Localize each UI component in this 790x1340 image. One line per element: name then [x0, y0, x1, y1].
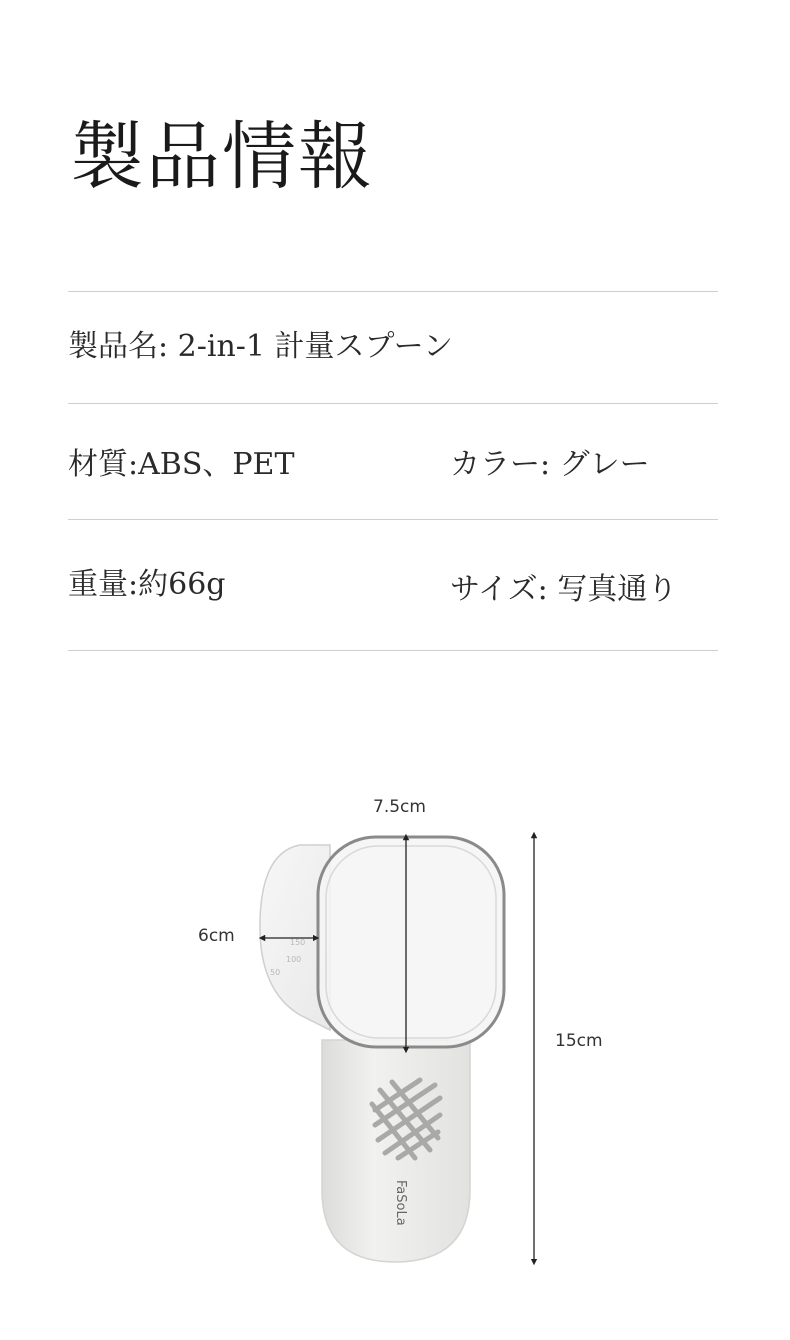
divider	[68, 519, 718, 520]
cup-scale-mark: 100	[286, 955, 302, 964]
divider	[68, 291, 718, 292]
brand-mark: FaSoLa	[393, 1180, 408, 1226]
spec-weight: 重量:約66g	[68, 567, 226, 602]
divider	[68, 403, 718, 404]
spec-product-name: 製品名: 2-in-1 計量スプーン	[68, 329, 454, 364]
divider	[68, 650, 718, 651]
height-dimension-label: 15cm	[555, 1031, 603, 1051]
spec-material: 材質:ABS、PET	[68, 447, 295, 482]
spec-size: サイズ: 写真通り	[450, 572, 678, 607]
spoon-handle	[322, 1040, 470, 1262]
depth-dimension-label: 6cm	[198, 926, 235, 946]
page-title: 製品情報	[70, 114, 374, 200]
product-illustration	[0, 760, 790, 1340]
cup-scale-mark: 150	[290, 938, 306, 947]
width-dimension-label: 7.5cm	[373, 797, 426, 817]
measuring-cup	[260, 837, 504, 1047]
spec-color: カラー: グレー	[450, 447, 650, 482]
cup-scale-mark: 50	[270, 968, 281, 977]
